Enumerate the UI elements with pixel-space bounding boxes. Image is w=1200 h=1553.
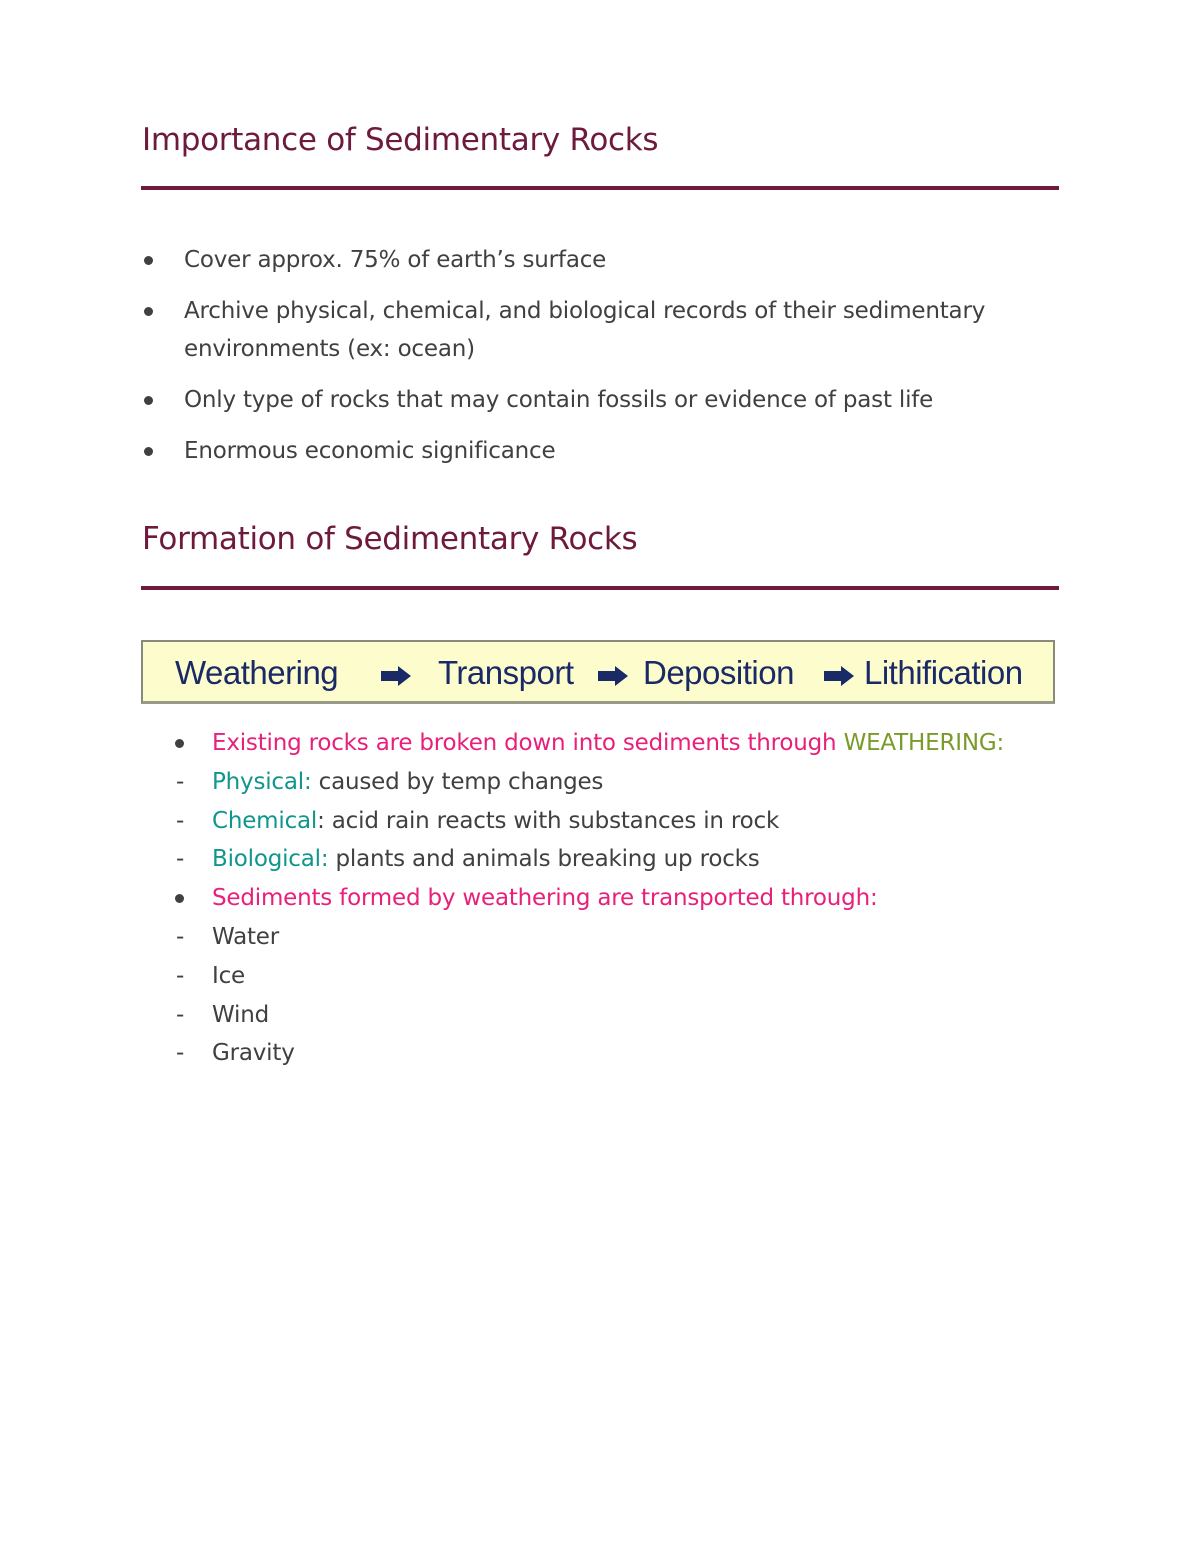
list-item: - Physical: caused by temp changes [172, 763, 1004, 802]
bullet-dot-icon [175, 894, 184, 903]
list-item: - Biological: plants and animals breaking up rocks [172, 840, 1004, 879]
dash-marker: - [176, 807, 185, 834]
formation-details-list [172, 724, 1004, 1073]
right-arrow-icon [381, 666, 411, 686]
dash-marker: - [176, 768, 185, 795]
process-step-transport: Transport [438, 654, 574, 691]
dash-marker: - [176, 962, 185, 989]
process-flow-banner [141, 640, 1055, 704]
importance-list [142, 241, 985, 470]
list-item: Existing rocks are broken down into sediments through WEATHERING: [172, 724, 1004, 763]
section-title-importance: Importance of Sedimentary Rocks [142, 122, 659, 158]
list-item: - Ice [172, 957, 1004, 996]
process-step-deposition: Deposition [643, 654, 794, 691]
list-item: Only type of rocks that may contain fossils or evidence of past life [142, 381, 985, 419]
list-item: - Chemical: acid rain reacts with substances in rock [172, 802, 1004, 841]
process-step-lithification: Lithification [864, 654, 1023, 691]
list-item: Cover approx. 75% of earth’s surface [142, 241, 985, 279]
bullet-dot-icon [144, 256, 153, 265]
dash-marker: - [176, 1040, 185, 1067]
list-item: Archive physical, chemical, and biological records of their sedimentary environments (ex: ocean) [142, 292, 985, 368]
section-title-formation: Formation of Sedimentary Rocks [142, 521, 638, 557]
dash-marker: - [176, 846, 185, 873]
bullet-dot-icon [144, 447, 153, 456]
section-divider [141, 186, 1059, 190]
dash-marker: - [176, 923, 185, 950]
right-arrow-icon [598, 666, 628, 686]
bullet-dot-icon [144, 396, 153, 405]
list-item: Sediments formed by weathering are transported through: [172, 879, 1004, 918]
section-divider [141, 586, 1059, 590]
dash-marker: - [176, 1001, 185, 1028]
list-item: - Gravity [172, 1034, 1004, 1073]
list-item: - Wind [172, 996, 1004, 1035]
list-item: Enormous economic significance [142, 432, 985, 470]
right-arrow-icon [824, 666, 854, 686]
list-item: - Water [172, 918, 1004, 957]
process-step-weathering: Weathering [175, 654, 339, 691]
bullet-dot-icon [144, 307, 153, 316]
bullet-dot-icon [175, 739, 184, 748]
